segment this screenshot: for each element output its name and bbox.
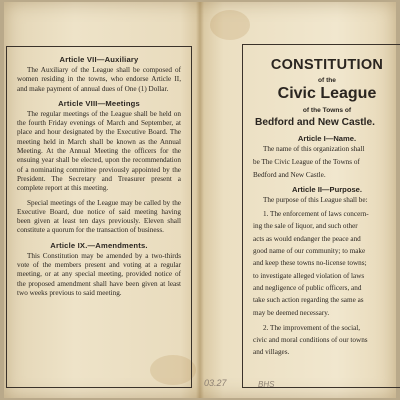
page-fold [196,2,204,398]
text-line: be The Civic League of the Towns of [253,158,360,167]
purpose-item-1 [253,210,400,318]
text-line: 1. The enforcement of laws concern- [263,210,369,219]
text-line: take such action regarding the same as [253,296,364,305]
text-line: to investigate alleged violation of laws [253,271,365,280]
of-the-label: of the [318,77,336,84]
text-line: civic and moral conditions of our towns [253,336,368,345]
article-heading: Article IX.—Amendments. [50,240,148,250]
text-line: good name of our community; to make [253,247,366,256]
article-paragraph: The Auxiliary of the League shall be composed of women residing in the towns, who endorse Article II, and make payment of annual dues of One (1) Dollar. [17,66,181,93]
article-ix [17,241,181,298]
text-line: The purpose of this League shall be: [263,195,368,204]
text-line: and negligence of public officers, and [253,283,362,292]
text-line: Bedford and New Castle. [253,170,326,179]
stain [210,10,250,40]
text-line: and keep these towns no-license towns; [253,259,367,268]
article-heading: Article VIII—Meetings [58,98,140,108]
text-line: The name of this organization shall [263,145,365,153]
article-paragraph: The regular meetings of the League shall be held on the fourth Friday evenings of March and September, at place and hour designated by the Executive Board. The meeting held in March shall be known as the Annual Meeting. At the Annual Meeting the officers for the ensuing year shall be elected, upon the recommendation of a nominating committee previously appointed by the President. The Secretary and Treasurer present a complete report at this meeting. [17,109,181,193]
left-panel [6,46,192,388]
handwritten-number: 03.27 [204,378,227,388]
text-line: acts as would endanger the peace and [253,234,361,243]
text-line: and villages. [253,348,290,357]
purpose-item-2 [253,324,400,358]
article-i-text [253,145,400,180]
article-paragraph: Special meetings of the League may be called by the Executive Board, due notice of said meeting having been given at least ten days previously. Eleven shall constitute a quorum for the transaction of business. [17,198,181,235]
document-title: CONSTITUTION [270,57,384,73]
of-the-towns-label: of the Towns of [302,107,352,114]
text-line: may be deemed necessary. [253,308,330,317]
text-line: ing the sale of liquor, and such other [253,222,358,231]
towns-name: Bedford and New Castle. [255,117,376,128]
right-panel [242,44,400,388]
article-heading: Article II—Purpose. [291,184,363,194]
article-viii [17,99,181,236]
article-paragraph: This Constitution may be amended by a two-thirds vote of the members present and voting at a regular meeting, or at any special meeting, provided notice of the proposed amendment shall have been given at least two weeks previous to said meeting. [17,251,181,297]
text-line: 2. The improvement of the social, [263,323,361,332]
article-heading: Article VII—Auxiliary [59,55,139,64]
league-name: Civic League [277,85,377,102]
handwritten-initials: BHS [258,380,275,389]
article-heading: Article I—Name. [297,134,357,143]
article-vii [17,55,181,94]
